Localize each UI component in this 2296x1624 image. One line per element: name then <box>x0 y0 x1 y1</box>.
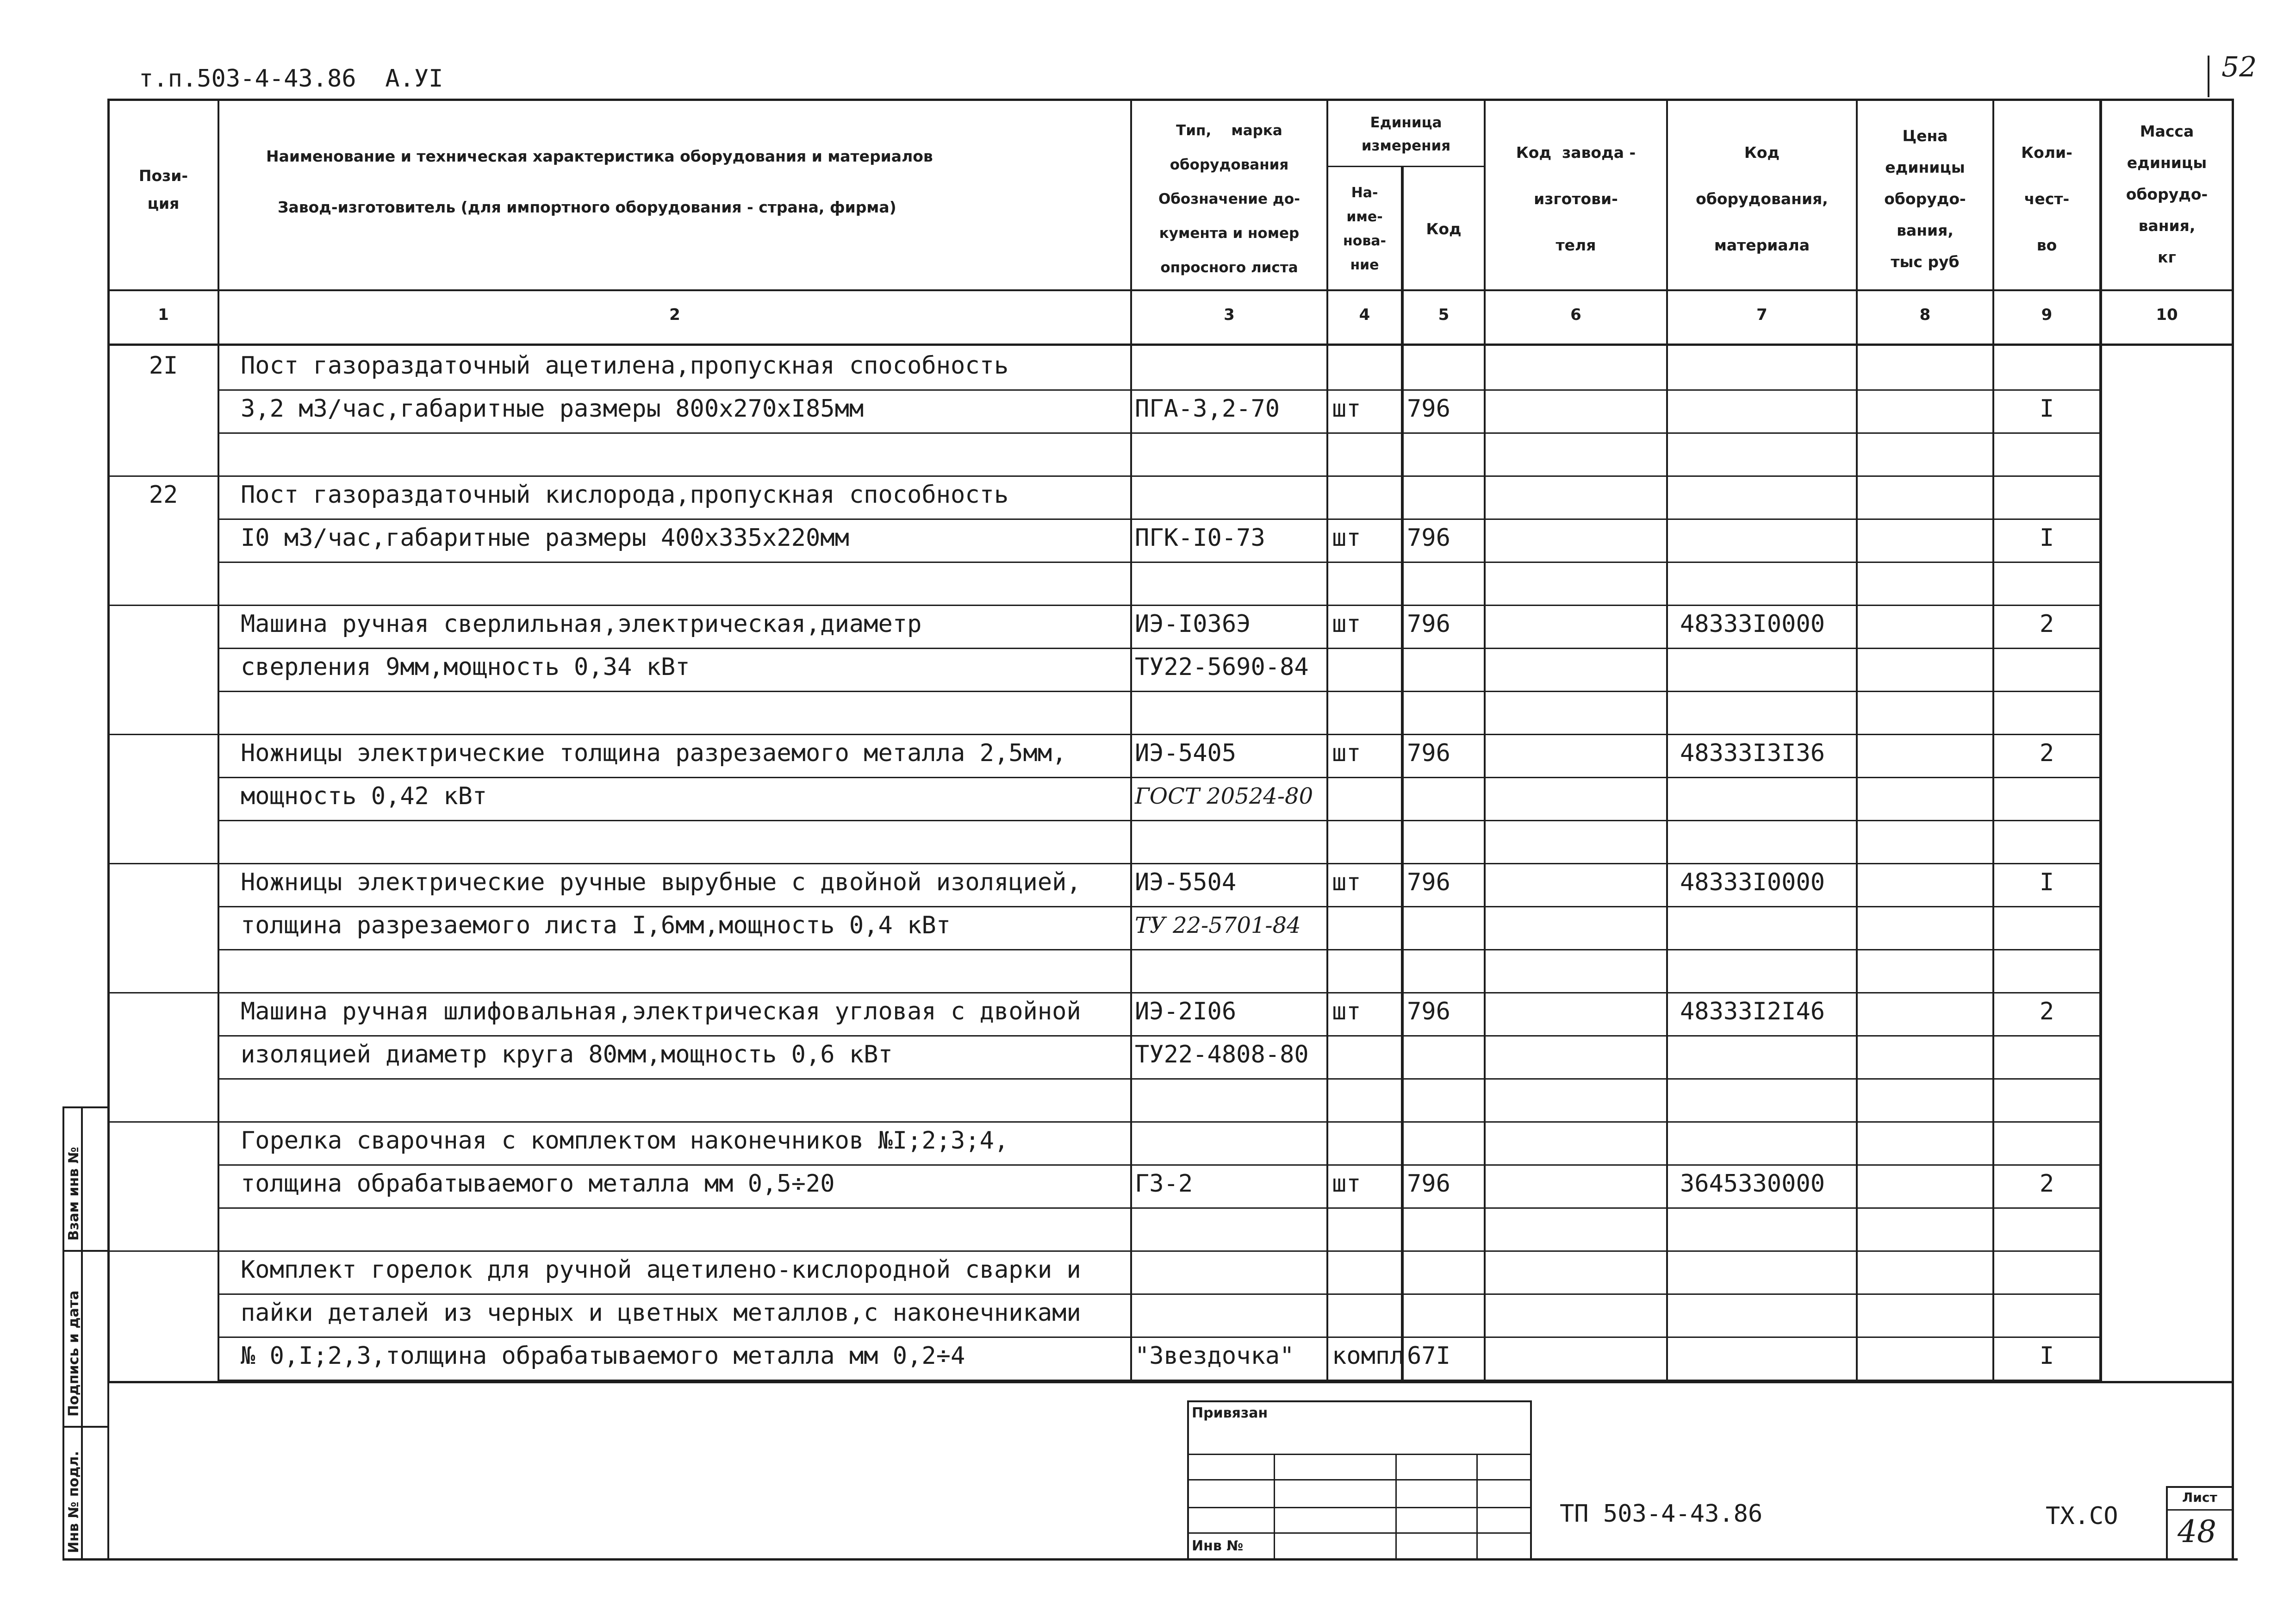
section-code: ТХ.СО <box>2046 1502 2118 1530</box>
cell-type: ИЭ-I036Э <box>1135 610 1251 638</box>
cell-qty: 2 <box>2039 610 2054 638</box>
cell-type: ПГА-3,2-70 <box>1135 395 1280 423</box>
cell-qty: I <box>2039 524 2054 552</box>
cell-name: Пост газораздаточный ацетилена,пропускная способность <box>241 352 1009 380</box>
col-num: 9 <box>2041 306 2053 324</box>
cell-name: Ножницы электрические толщина разрезаемого металла 2,5мм, <box>241 739 1067 767</box>
cell-name: 3,2 м3/час,габаритные размеры 800х270хI85мм <box>241 395 864 423</box>
cell-type: ИЭ-5405 <box>1135 739 1237 767</box>
cell-eq-code: 48333I0000 <box>1680 868 1825 896</box>
col-header-equipment-code: Код оборудования, материала <box>1696 144 1828 254</box>
cell-unit: шт <box>1332 998 1361 1025</box>
cell-unit: шт <box>1332 395 1361 423</box>
col-header-quantity: Коли- чест- во <box>2021 144 2072 254</box>
cell-qty: 2 <box>2039 998 2054 1025</box>
cell-name: Горелка сварочная с комплектом наконечников №I;2;3;4, <box>241 1127 1009 1155</box>
cell-name: Ножницы электрические ручные вырубные с двойной изоляцией, <box>241 868 1081 896</box>
col-header-unit-mass: Масса единицы оборудо- вания, кг <box>2126 122 2208 266</box>
cell-eq-code: 48333I2I46 <box>1680 998 1825 1025</box>
cell-code: 796 <box>1407 395 1450 423</box>
cell-name: изоляцией диаметр круга 80мм,мощность 0,6 кВт <box>241 1041 893 1068</box>
col-num: 10 <box>2156 306 2178 324</box>
cell-code: 67I <box>1407 1342 1450 1370</box>
cell-type: ТУ22-5690-84 <box>1135 653 1309 681</box>
sheet-label: Лист <box>2182 1490 2217 1505</box>
cell-type: ГОСТ 20524-80 <box>1135 783 1313 809</box>
inv-label: Инв № <box>1192 1538 1244 1554</box>
cell-type: ИЭ-5504 <box>1135 868 1237 896</box>
cell-qty: 2 <box>2039 739 2054 767</box>
col-header-unit-name: На- име- нова- ние <box>1343 185 1387 273</box>
cell-type: ТУ 22-5701-84 <box>1135 912 1301 938</box>
side-label-inv-podl: Инв № подл. <box>66 1451 82 1553</box>
cell-name: Машина ручная сверлильная,электрическая,диаметр <box>241 610 922 638</box>
col-num: 7 <box>1756 306 1767 324</box>
col-num: 5 <box>1438 306 1450 324</box>
cell-eq-code: 3645330000 <box>1680 1170 1825 1198</box>
cell-eq-code: 48333I3I36 <box>1680 739 1825 767</box>
cell-qty: I <box>2039 1342 2054 1370</box>
col-header-factory-code: Код завода - изготови- теля <box>1516 144 1636 254</box>
cell-name: толщина разрезаемого листа I,6мм,мощность 0,4 кВт <box>241 912 951 939</box>
cell-name: Машина ручная шлифовальная,электрическая угловая с двойной <box>241 998 1081 1025</box>
col-header-unit-group: Единица измерения <box>1361 114 1451 154</box>
cell-code: 796 <box>1407 868 1450 896</box>
doc-reference: т.п.503-4-43.86 А.УI <box>139 65 443 93</box>
cell-qty: I <box>2039 868 2054 896</box>
cell-code: 796 <box>1407 524 1450 552</box>
cell-type: "Звездочка" <box>1135 1342 1294 1370</box>
col-num: 2 <box>669 306 680 324</box>
cell-unit: шт <box>1332 868 1361 896</box>
cell-name: № 0,I;2,3,толщина обрабатываемого металла мм 0,2÷4 <box>241 1342 965 1370</box>
cell-eq-code: 48333I0000 <box>1680 610 1825 638</box>
cell-type: ГЗ-2 <box>1135 1170 1193 1198</box>
col-header-name-line2: Завод-изготовитель (для импортного оборудования - страна, фирма) <box>278 198 896 216</box>
bound-label: Привязан <box>1192 1405 1268 1421</box>
page-hand-number: 52 <box>2221 51 2257 83</box>
cell-unit: шт <box>1332 739 1361 767</box>
col-header-unit-price: Цена единицы оборудо- вания, тыс руб <box>1884 127 1966 271</box>
cell-type: ПГК-I0-73 <box>1135 524 1265 552</box>
cell-qty: 2 <box>2039 1170 2054 1198</box>
cell-unit: шт <box>1332 524 1361 552</box>
doc-code: ТП 503-4-43.86 <box>1560 1500 1763 1528</box>
cell-name: толщина обрабатываемого металла мм 0,5÷20 <box>241 1170 835 1198</box>
col-num: 4 <box>1359 306 1370 324</box>
cell-unit: шт <box>1332 610 1361 638</box>
cell-name: пайки деталей из черных и цветных металлов,с наконечниками <box>241 1299 1081 1327</box>
cell-code: 796 <box>1407 998 1450 1025</box>
col-num: 8 <box>1919 306 1931 324</box>
cell-type: ИЭ-2I06 <box>1135 998 1237 1025</box>
cell-type: ТУ22-4808-80 <box>1135 1041 1309 1068</box>
cell-code: 796 <box>1407 739 1450 767</box>
cell-code: 796 <box>1407 610 1450 638</box>
cell-name: мощность 0,42 кВт <box>241 782 487 810</box>
col-header-unit-code: Код <box>1426 220 1462 238</box>
col-num: 6 <box>1570 306 1581 324</box>
cell-pos: 2I <box>149 352 178 380</box>
col-num: 1 <box>158 306 169 324</box>
col-num: 3 <box>1224 306 1235 324</box>
cell-name: Пост газораздаточный кислорода,пропускная способность <box>241 481 1009 509</box>
side-label-sign-date: Подпись и дата <box>66 1290 82 1417</box>
cell-code: 796 <box>1407 1170 1450 1198</box>
side-label-vzam-inv: Взам инв № <box>66 1147 82 1241</box>
sheet-number: 48 <box>2178 1514 2216 1549</box>
cell-qty: I <box>2039 395 2054 423</box>
cell-name: I0 м3/час,габаритные размеры 400х335х220мм <box>241 524 849 552</box>
cell-name: Комплект горелок для ручной ацетилено-кислородной сварки и <box>241 1256 1081 1284</box>
cell-unit: шт <box>1332 1170 1361 1198</box>
col-header-type-mark: Тип, марка оборудования Обозначение до- кумента и номер опросного листа <box>1158 122 1300 276</box>
cell-unit: компл <box>1332 1342 1405 1370</box>
cell-name: сверления 9мм,мощность 0,34 кВт <box>241 653 690 681</box>
col-header-position: Пози- ция <box>138 167 188 212</box>
cell-pos: 22 <box>149 481 178 509</box>
col-header-name-line1: Наименование и техническая характеристика оборудования и материалов <box>266 147 933 165</box>
